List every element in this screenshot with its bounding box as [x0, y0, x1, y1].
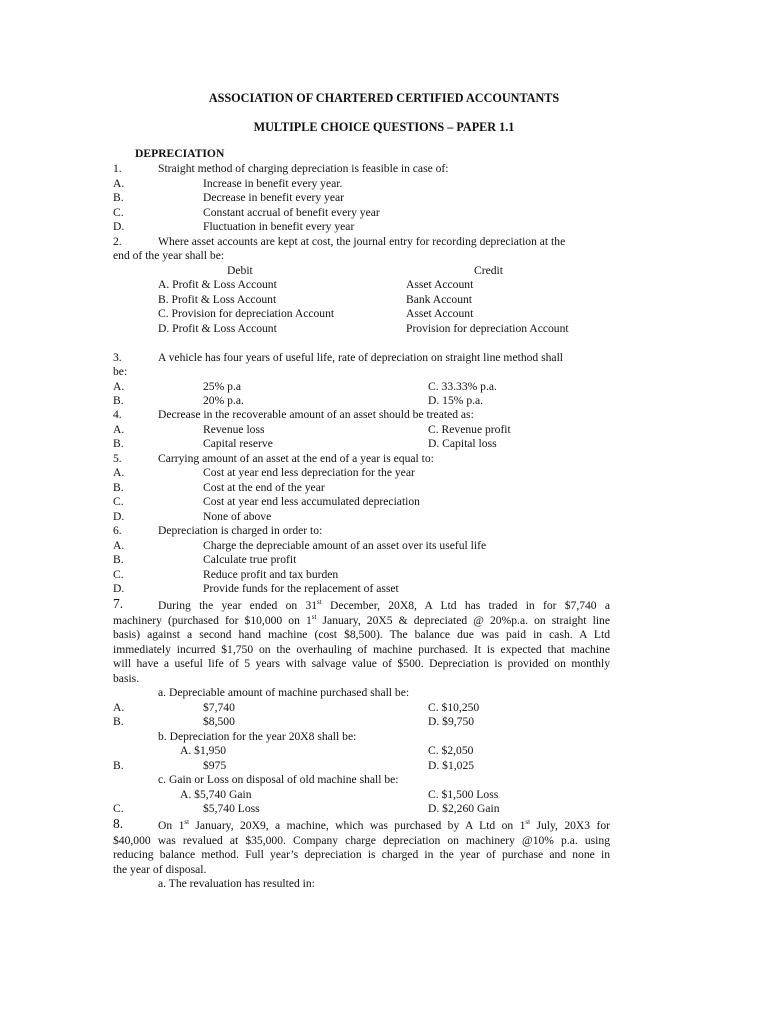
sub-question-text: a. The revaluation has resulted in: [158, 877, 315, 890]
section-heading: DEPRECIATION [135, 147, 225, 160]
question-number: 2. [113, 235, 122, 248]
option-text: C. $1,500 Loss [428, 788, 499, 801]
option-letter: B. [113, 759, 124, 772]
question-number: 1. [113, 162, 122, 175]
question-line: $40,000 was revalued at $35,000. Company charge depreciation on machinery @10% p.a. using [113, 834, 610, 847]
question-text: end of the year shall be: [113, 249, 225, 262]
option-text: Constant accrual of benefit every year [203, 206, 380, 219]
option-text: A. $5,740 Gain [180, 788, 252, 801]
option-text: 25% p.a [203, 380, 241, 393]
option-text: $975 [203, 759, 227, 772]
credit-entry: Asset Account [406, 307, 474, 320]
question-text: Where asset accounts are kept at cost, the journal entry for recording depreciation at the [158, 235, 566, 248]
option-text: Capital reserve [203, 437, 273, 450]
question-line: During the year ended on 31st December, 20X8, A Ltd has traded in for $7,740 a [158, 598, 610, 612]
question-line: basis. [113, 672, 140, 685]
question-text: Depreciation is charged in order to: [158, 524, 323, 537]
option-text: 20% p.a. [203, 394, 244, 407]
option-letter: D. [113, 510, 125, 523]
option-text: Calculate true profit [203, 553, 297, 566]
option-text: Revenue loss [203, 423, 265, 436]
debit-header: Debit [227, 264, 253, 277]
question-number: 4. [113, 408, 122, 421]
document-subtitle: MULTIPLE CHOICE QUESTIONS – PAPER 1.1 [253, 120, 515, 134]
option-letter: B. [113, 715, 124, 728]
document-title: ASSOCIATION OF CHARTERED CERTIFIED ACCOUNTANTS [208, 91, 560, 105]
question-text: Decrease in the recoverable amount of an asset should be treated as: [158, 408, 474, 421]
question-line: machinery (purchased for $10,000 on 1st January, 20X5 & depreciated @ 20%p.a. on straight line [113, 613, 610, 627]
option-text: Provide funds for the replacement of asset [203, 582, 399, 595]
option-text: Cost at year end less depreciation for the year [203, 466, 415, 479]
option-letter: A. [113, 423, 125, 436]
credit-entry: Bank Account [406, 293, 473, 306]
option-text: Decrease in benefit every year [203, 191, 344, 204]
option-text: Fluctuation in benefit every year [203, 220, 355, 233]
option-text: None of above [203, 510, 272, 523]
option-text: A. $1,950 [180, 744, 227, 757]
option-letter: B. [113, 553, 124, 566]
option-text: Cost at year end less accumulated depreciation [203, 495, 420, 508]
option-text: Cost at the end of the year [203, 481, 325, 494]
option-text: D. $9,750 [428, 715, 475, 728]
option-text: $8,500 [203, 715, 235, 728]
question-line: reducing balance method. Full year’s depreciation is charged in the year of purchase and none in [113, 848, 610, 861]
option-text: $7,740 [203, 701, 235, 714]
question-text: Carrying amount of an asset at the end of a year is equal to: [158, 452, 434, 465]
option-letter: C. [113, 495, 124, 508]
option-text: D. 15% p.a. [428, 394, 484, 407]
question-line: will have a useful life of 5 years with salvage value of $500. Depreciation is provided on monthly [113, 657, 610, 670]
question-number: 3. [113, 351, 122, 364]
question-line: basis) against a second hand machine (cost $8,500). The balance due was paid in cash. A Ltd [113, 628, 610, 641]
option-text: Reduce profit and tax burden [203, 568, 339, 581]
question-text: be: [113, 365, 128, 378]
option-letter: A. [113, 701, 125, 714]
option-letter: D. [113, 220, 125, 233]
question-number: 5. [113, 452, 122, 465]
option-letter: A. [113, 177, 125, 190]
option-letter: D. [113, 582, 125, 595]
option-text: C. Revenue profit [428, 423, 511, 436]
credit-header: Credit [474, 264, 503, 277]
option-text: C. $2,050 [428, 744, 474, 757]
question-line: immediately incurred $1,750 on the overhauling of machine purchased. It is expected that machine [113, 643, 610, 656]
question-text: Straight method of charging depreciation is feasible in case of: [158, 162, 449, 175]
credit-entry: Provision for depreciation Account [406, 322, 569, 335]
option-letter: A. [113, 539, 125, 552]
debit-entry: C. Provision for depreciation Account [158, 307, 335, 320]
option-letter: B. [113, 394, 124, 407]
question-text: A vehicle has four years of useful life, rate of depreciation on straight line method shall [158, 351, 564, 364]
sub-question-text: b. Depreciation for the year 20X8 shall be: [158, 730, 357, 743]
question-number: 7. [113, 596, 124, 611]
debit-entry: B. Profit & Loss Account [158, 293, 277, 306]
option-text: C. $10,250 [428, 701, 480, 714]
credit-entry: Asset Account [406, 278, 474, 291]
option-letter: B. [113, 481, 124, 494]
question-line: the year of disposal. [113, 863, 207, 876]
option-letter: C. [113, 802, 124, 815]
question-line: On 1st January, 20X9, a machine, which was purchased by A Ltd on 1st July, 20X3 for [158, 818, 610, 832]
option-text: D. Capital loss [428, 437, 497, 450]
debit-entry: A. Profit & Loss Account [158, 278, 277, 291]
sub-question-text: a. Depreciable amount of machine purchased shall be: [158, 686, 410, 699]
option-text: Increase in benefit every year. [203, 177, 343, 190]
question-number: 8. [113, 816, 124, 831]
option-letter: B. [113, 437, 124, 450]
option-text: C. 33.33% p.a. [428, 380, 497, 393]
option-letter: A. [113, 380, 125, 393]
option-letter: B. [113, 191, 124, 204]
option-text: $5,740 Loss [203, 802, 260, 815]
option-letter: A. [113, 466, 125, 479]
option-text: Charge the depreciable amount of an asset over its useful life [203, 539, 487, 552]
option-text: D. $1,025 [428, 759, 475, 772]
option-text: D. $2,260 Gain [428, 802, 500, 815]
option-letter: C. [113, 568, 124, 581]
option-letter: C. [113, 206, 124, 219]
debit-entry: D. Profit & Loss Account [158, 322, 277, 335]
sub-question-text: c. Gain or Loss on disposal of old machine shall be: [158, 773, 399, 786]
question-number: 6. [113, 524, 122, 537]
